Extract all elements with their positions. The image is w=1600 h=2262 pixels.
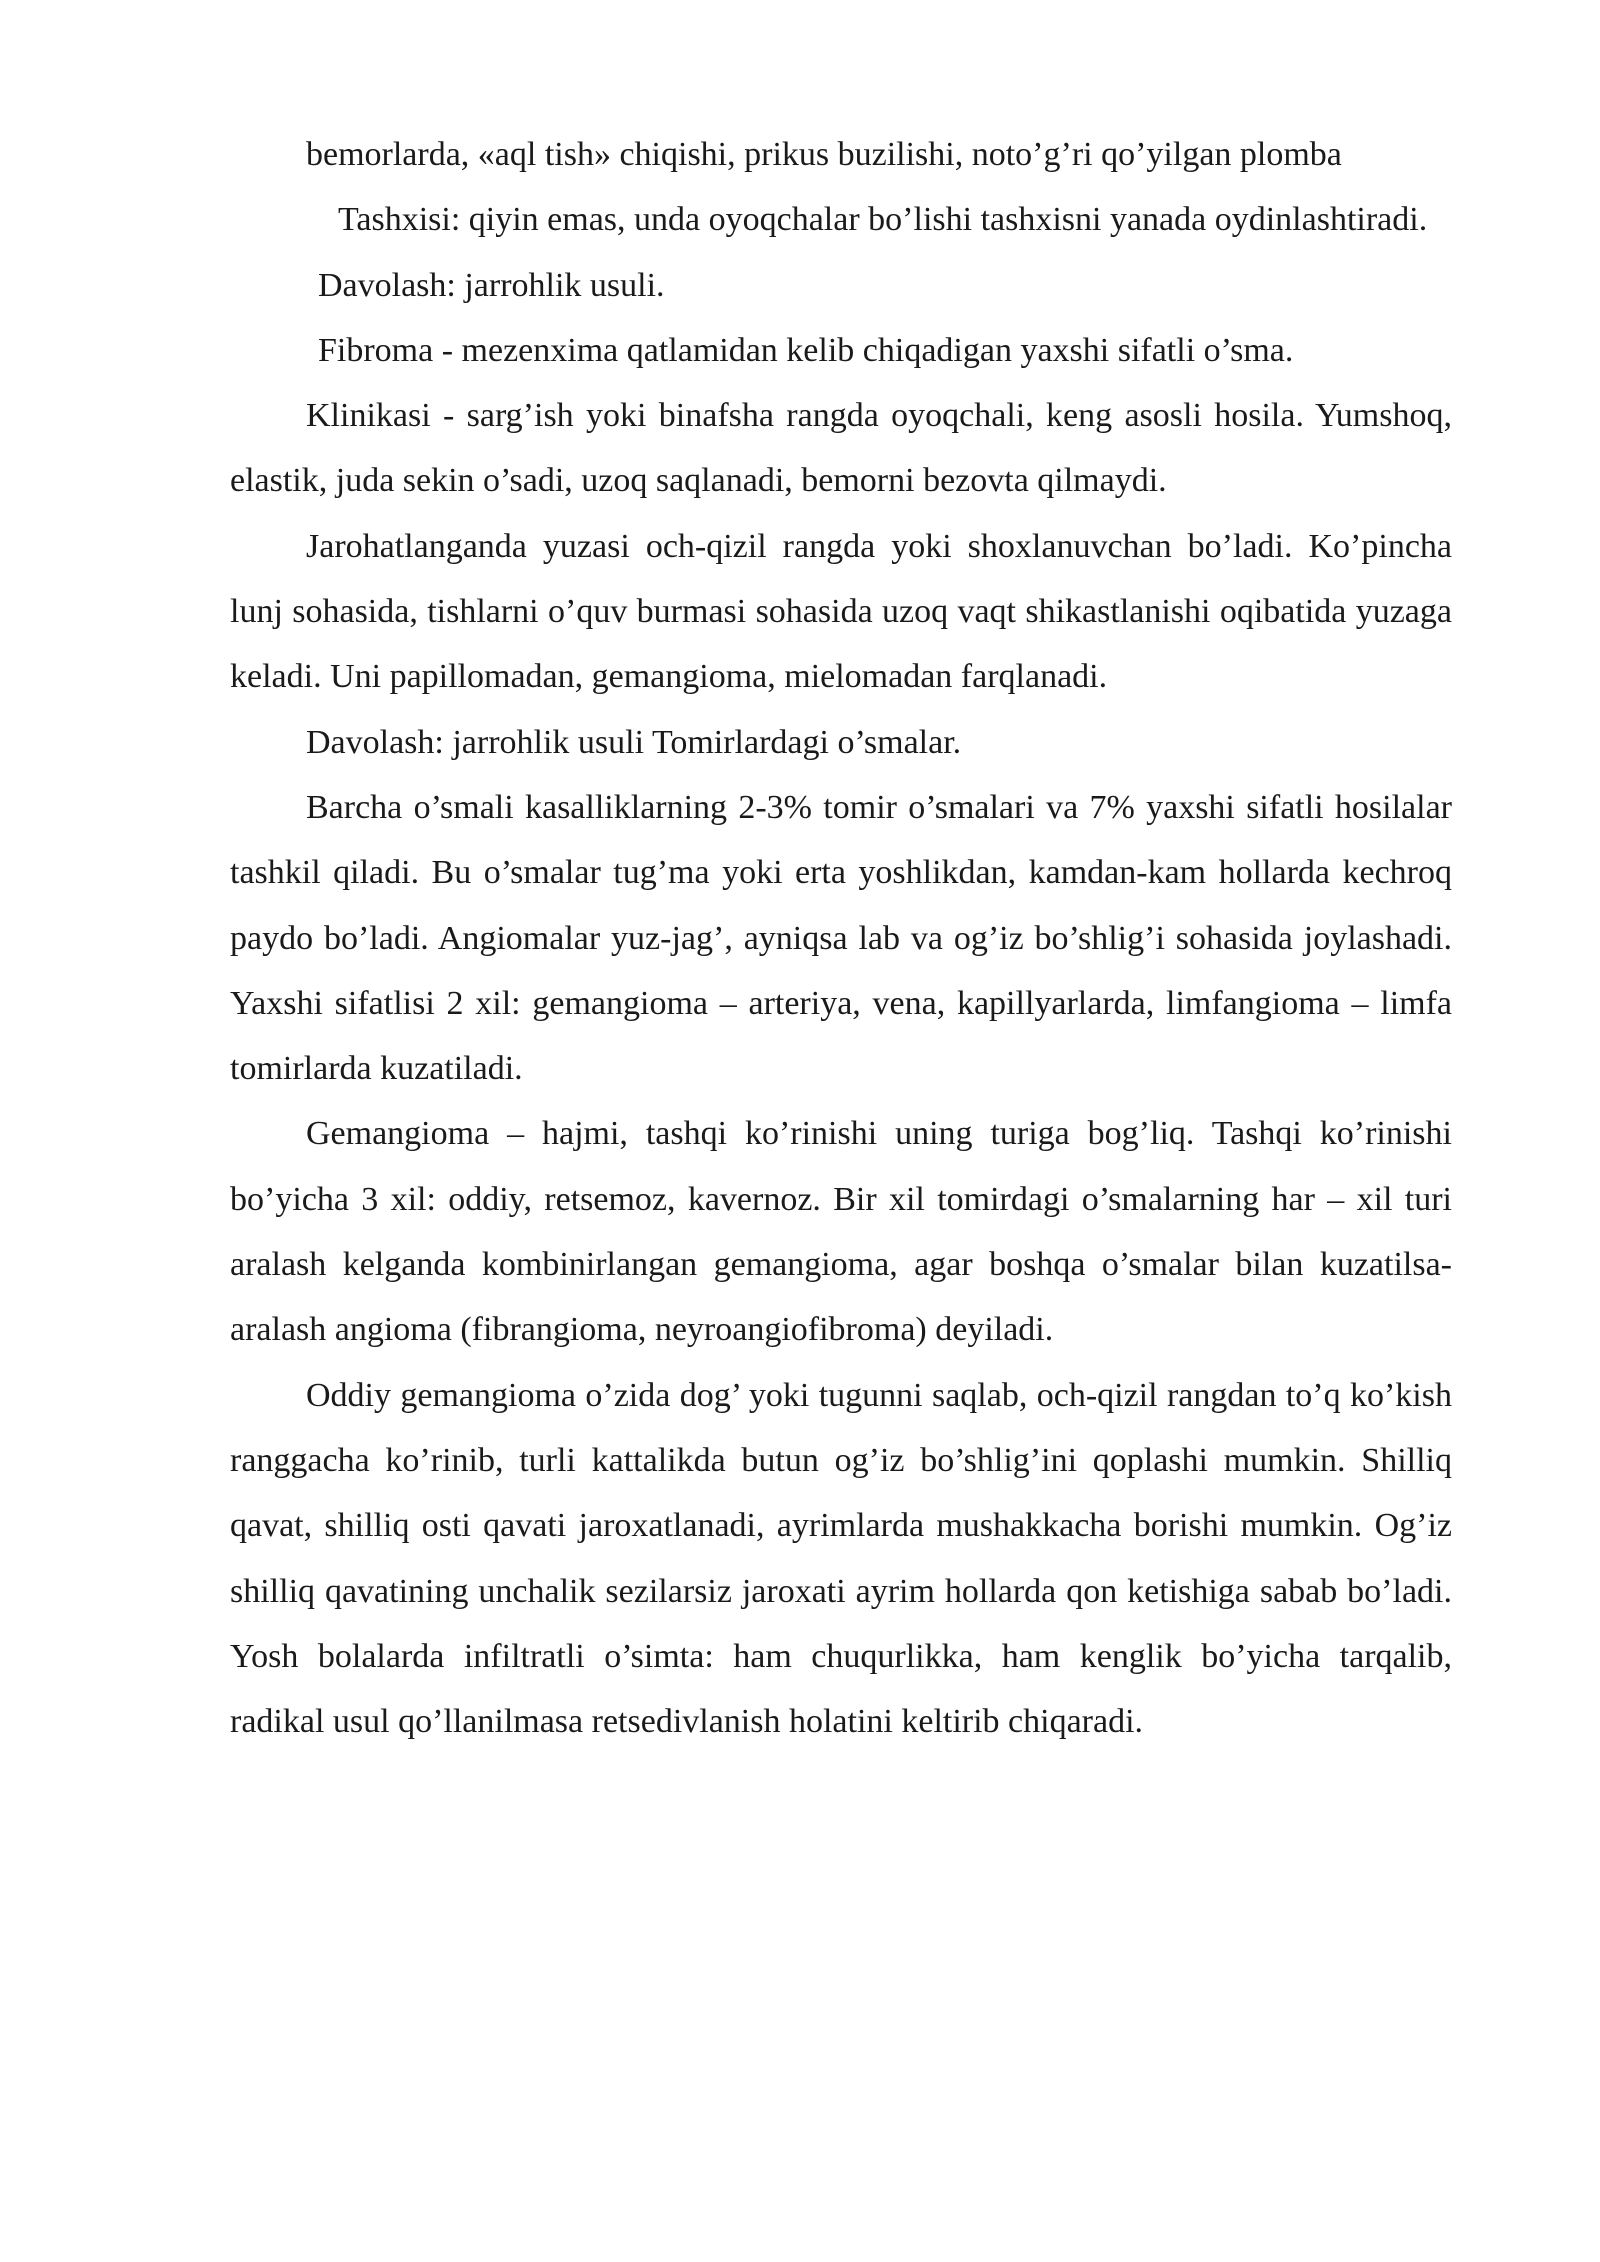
paragraph-barcha: Barcha o’smali kasalliklarning 2-3% tomir o’smalari va 7% yaxshi sifatli hosilalar tashkil qiladi. Bu o’smalar tug’ma yoki erta yoshlikdan, kamdan-kam hollarda kechroq paydo bo’ladi. Angiomalar yuz-jag’, ayniqsa lab va og’iz bo’shlig’i sohasida joylashadi. Yaxshi sifatlisi 2 xil: gemangioma – arteriya, vena, kapillyarlarda, limfangioma – limfa tomirlarda kuzatiladi. xyxy=(230,788,1452,1088)
paragraph-davolash-2: Davolash: jarrohlik usuli Tomirlardagi o’smalar. xyxy=(306,723,962,761)
paragraph-aql-tish: bemorlarda, «aql tish» chiqishi, prikus buzilishi, noto’g’ri qo’yilgan plomba xyxy=(306,136,1342,173)
paragraph-gemangioma: Gemangioma – hajmi, tashqi ko’rinishi uning turiga bog’liq. Tashqi ko’rinishi bo’yicha 3 xil: oddiy, retsemoz, kavernoz. Bir xil tomirdagi o’smalarning har – xil turi aralash kelganda kombinirlangan gemangioma, agar boshqa o’smalar bilan kuzatilsa-aralash angioma (fibrangioma, neyroangiofibroma) deyiladi. xyxy=(230,1115,1452,1349)
paragraph-oddiy-gemangioma: Oddiy gemangioma o’zida dog’ yoki tugunni saqlab, och-qizil rangdan to’q ko’kish ranggacha ko’rinib, turli kattalikda butun og’iz bo’shlig’ini qoplashi mumkin. Shilliq qavat, shilliq osti qavati jaroxatlanadi, ayrimlarda mushakkacha borishi mumkin. Og’iz shilliq qavatining unchalik sezilarsiz jaroxati ayrim hollarda qon ketishiga sabab bo’ladi. Yosh bolalarda infiltratli o’simta: ham chuqurlikka, ham kenglik bo’yicha tarqalib, radikal usul qo’llanilmasa retsedivlanish holatini keltirib chiqaradi. xyxy=(230,1376,1452,1741)
paragraph-klinikasi: Klinikasi - sarg’ish yoki binafsha rangda oyoqchali, keng asosli hosila. Yumshoq, elastik, juda sekin o’sadi, uzoq saqlanadi, bemorni bezovta qilmaydi. xyxy=(230,397,1452,500)
paragraph-tashxisi: Tashxisi: qiyin emas, unda oyoqchalar bo’lishi tashxisni yanada oydinlashtiradi. xyxy=(338,201,1428,239)
paragraph-davolash-1: Davolash: jarrohlik usuli. xyxy=(318,266,665,304)
paragraph-fibroma: Fibroma - mezenxima qatlamidan kelib chiqadigan yaxshi sifatli o’sma. xyxy=(318,331,1294,369)
document-body xyxy=(230,122,1452,1754)
paragraph-jarohatlanganda: Jarohatlanganda yuzasi och-qizil rangda yoki shoxlanuvchan bo’ladi. Ko’pincha lunj sohasida, tishlarni o’quv burmasi sohasida uzoq vaqt shikastlanishi oqibatida yuzaga keladi. Uni papillomadan, gemangioma, mielomadan farqlanadi. xyxy=(230,527,1452,696)
